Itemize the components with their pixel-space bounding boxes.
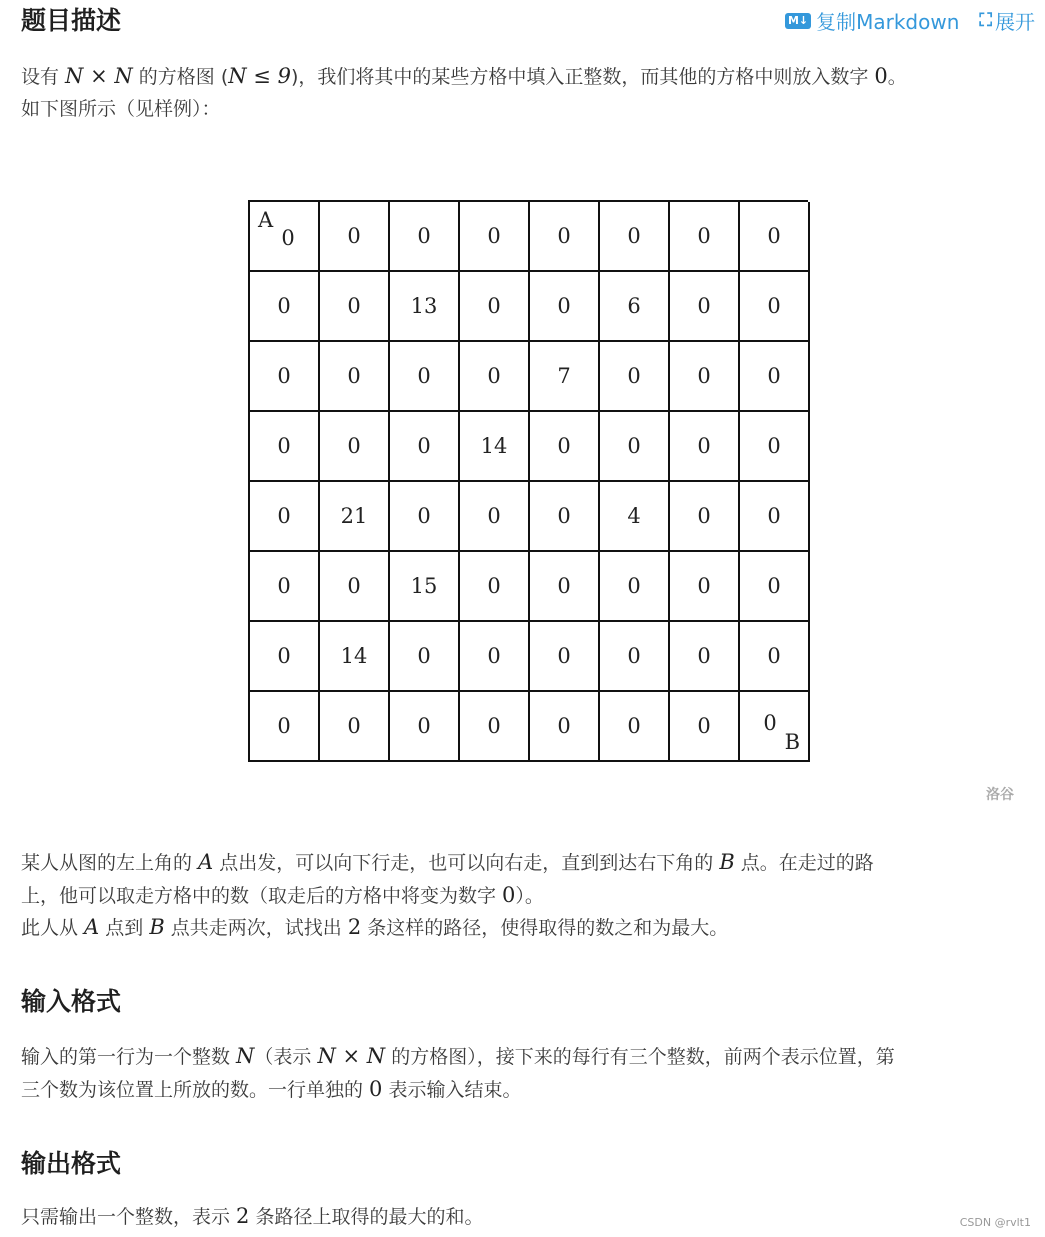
math-two: 2 [347,915,362,939]
cell-value: 14 [480,434,508,458]
text: （表示 [254,1046,318,1068]
cell-value: 0 [277,434,291,458]
cell-value: 0 [557,504,571,528]
text: 三个数为该位置上所放的数。一行单独的 [21,1079,370,1101]
grid-cell [530,622,600,692]
grid-cell [530,202,600,272]
grid-cell [600,202,670,272]
cell-value: 0 [767,504,781,528]
csdn-watermark: CSDN @rvlt1 [959,1216,1031,1229]
math-n-times-n: N × N [65,64,133,88]
cell-value: 7 [557,364,571,388]
toolbar [785,6,1035,35]
cell-value: 0 [557,294,571,318]
grid-cell [600,342,670,412]
cell-value: 0 [557,644,571,668]
cell-value: 0 [557,574,571,598]
text: 点。在走过的路 [734,852,874,874]
description-line-1 [21,60,907,93]
grid-cell [460,272,530,342]
cell-value: 0 [557,714,571,738]
cell-value: 0 [557,224,571,248]
cell-value: 0 [697,714,711,738]
grid-cell [740,622,810,692]
grid-cell [670,622,740,692]
grid-cell [250,552,320,622]
grid-cell [320,622,390,692]
math-n-times-n: N × N [317,1044,386,1068]
cell-value: 0 [697,364,711,388]
grid-cell [740,272,810,342]
corner-label-a: A [258,208,274,232]
cell-value: 0 [767,644,781,668]
cell-value: 4 [627,504,641,528]
text: 条这样的路径，使得取得的数之和为最大。 [361,917,729,939]
math-n: N [236,1044,255,1068]
grid-cell [740,202,810,272]
description-line-2: 如下图所示（见样例）： [21,98,221,120]
grid-cell [390,482,460,552]
cell-value: 0 [627,574,641,598]
math-zero: 0 [502,883,516,907]
cell-value: 0 [763,711,777,735]
grid-cell [460,692,530,762]
grid-cell [320,202,390,272]
grid-cell [460,482,530,552]
cell-value: 0 [767,364,781,388]
text: 点到 [99,917,150,939]
cell-value: 0 [347,364,361,388]
grid-cell [670,272,740,342]
text: 设有 [21,66,66,88]
grid-cell [670,202,740,272]
cell-value: 0 [277,504,291,528]
grid-cell [320,412,390,482]
output-format-line-1 [21,1200,483,1233]
cell-value: 0 [347,224,361,248]
grid-cell [740,692,810,762]
grid-cell [740,552,810,622]
math-zero: 0 [874,64,888,88]
grid-cell [600,622,670,692]
cell-value: 0 [417,714,431,738]
cell-value: 0 [697,434,711,458]
grid-cell [390,692,460,762]
grid-cell [320,482,390,552]
cell-value: 0 [697,574,711,598]
cell-value: 0 [277,364,291,388]
grid-cell [600,482,670,552]
text: 的方格图），接下来的每行有三个整数，前两个表示位置，第 [385,1046,895,1068]
text: 此人从 [21,917,85,939]
cell-value: 0 [417,364,431,388]
grid-cell [390,552,460,622]
cell-value: 0 [347,714,361,738]
cell-value: 0 [487,294,501,318]
grid-cell [250,342,320,412]
math-zero: 0 [369,1077,383,1101]
grid-cell [530,482,600,552]
cell-value: 0 [347,294,361,318]
grid-cell [250,622,320,692]
story-line-2 [21,879,544,912]
grid-cell [600,692,670,762]
cell-value: 0 [347,574,361,598]
grid-cell [670,482,740,552]
text: 某人从图的左上角的 [21,852,199,874]
grid-cell [530,552,600,622]
cell-value: 0 [487,504,501,528]
text: 表示输入结束。 [382,1079,522,1101]
grid-cell [320,692,390,762]
grid-cell [670,342,740,412]
copy-markdown-button[interactable] [785,6,959,35]
grid-cell [250,692,320,762]
cell-value: 15 [410,574,438,598]
grid-cell [740,342,810,412]
cell-value: 0 [767,574,781,598]
grid-cell [320,552,390,622]
luogu-watermark: 洛谷 [986,787,1014,803]
cell-value: 21 [340,504,368,528]
cell-value: 6 [627,294,641,318]
cell-value: 0 [487,644,501,668]
text: 只需输出一个整数，表示 [21,1206,237,1228]
grid-cell [250,412,320,482]
text: 的方格图 ( [132,66,229,88]
math-n-le-9: N ≤ 9 [228,64,291,88]
cell-value: 0 [277,294,291,318]
text: 点共走两次，试找出 [164,917,348,939]
story-line-1 [21,846,874,879]
grid-cell [600,272,670,342]
cell-value: 0 [417,224,431,248]
grid-cell [600,552,670,622]
cell-value: 0 [627,644,641,668]
expand-button[interactable] [979,6,1035,35]
cell-value: 0 [281,226,295,250]
cell-value: 0 [627,364,641,388]
story-line-3 [21,911,728,944]
copy-markdown-label: 复制Markdown [816,10,960,34]
cell-value: 0 [697,224,711,248]
math-b: B [149,915,165,939]
text: ）。 [515,885,544,907]
grid-cell [460,552,530,622]
section-title-description: 题目描述 [21,6,122,35]
cell-value: 0 [277,644,291,668]
text: 上，他可以取走方格中的数（取走后的方格中将变为数字 [21,885,503,907]
grid-cell [530,412,600,482]
math-a: A [198,850,214,874]
section-title-input-format: 输入格式 [21,987,122,1016]
expand-icon: ⛶ [979,10,990,31]
cell-value: 0 [277,574,291,598]
cell-value: 0 [487,574,501,598]
cell-value: 0 [347,434,361,458]
cell-value: 0 [417,644,431,668]
cell-value: 0 [627,434,641,458]
expand-label: 展开 [995,10,1035,34]
grid-cell [600,412,670,482]
cell-value: 0 [417,504,431,528]
grid-cell [670,692,740,762]
text: 条路径上取得的最大的和。 [249,1206,484,1228]
input-format-line-2 [21,1073,521,1106]
grid-cell [530,692,600,762]
cell-value: 0 [487,224,501,248]
grid-cell [740,482,810,552]
grid-cell [320,342,390,412]
cell-value: 0 [487,364,501,388]
math-two: 2 [236,1204,250,1228]
cell-value: 0 [697,504,711,528]
grid-cell [530,342,600,412]
grid-cell [390,272,460,342]
text: 。 [887,66,907,88]
cell-value: 13 [410,294,438,318]
grid-cell [670,552,740,622]
text: )，我们将其中的某些方格中填入正整数，而其他的方格中则放入数字 [290,66,875,88]
math-a: A [84,915,100,939]
cell-value: 0 [767,434,781,458]
cell-value: 0 [767,294,781,318]
grid-cell [460,342,530,412]
cell-value: 0 [697,294,711,318]
cell-value: 0 [627,224,641,248]
cell-value: 0 [767,224,781,248]
section-title-output-format: 输出格式 [21,1149,122,1178]
corner-label-b: B [784,730,800,754]
number-grid-figure [248,200,808,762]
grid-cell [320,272,390,342]
cell-value: 0 [557,434,571,458]
grid-cell [390,342,460,412]
math-b: B [719,850,735,874]
cell-value: 0 [697,644,711,668]
cell-value: 0 [417,434,431,458]
text: 点出发，可以向下行走，也可以向右走，直到到达右下角的 [213,852,720,874]
text: 输入的第一行为一个整数 [21,1046,237,1068]
grid-cell [250,202,320,272]
grid-cell [390,412,460,482]
cell-value: 0 [277,714,291,738]
grid-cell [670,412,740,482]
input-format-line-1 [21,1040,895,1073]
grid-cell [740,412,810,482]
grid-cell [390,622,460,692]
cell-value: 0 [627,714,641,738]
grid-cell [390,202,460,272]
grid-cell [460,622,530,692]
markdown-icon: M↓ [785,13,811,29]
grid-cell [530,272,600,342]
grid-cell [250,272,320,342]
grid-cell [460,412,530,482]
grid-cell [460,202,530,272]
grid-cell [250,482,320,552]
cell-value: 14 [340,644,368,668]
cell-value: 0 [487,714,501,738]
